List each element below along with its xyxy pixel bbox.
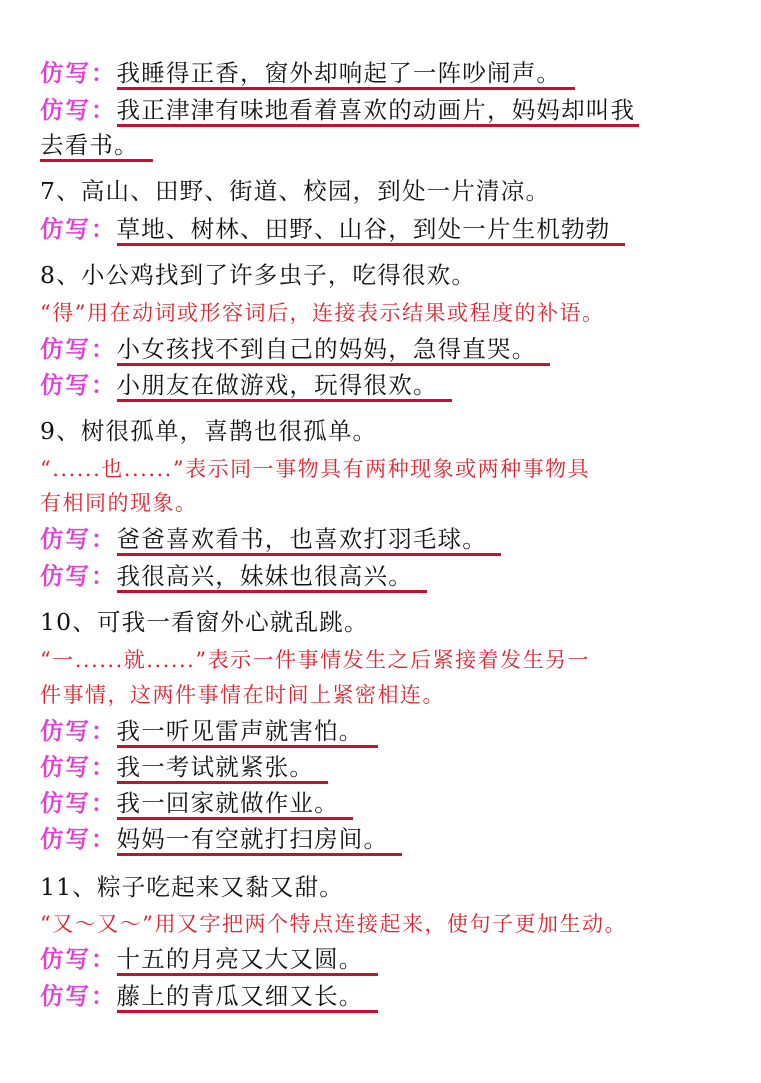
note-10-continued: 件事情，这两件事情在时间上紧密相连。 (40, 683, 445, 707)
practice-answer: 爸爸喜欢看书，也喜欢打羽毛球。 (117, 525, 502, 556)
practice-line (40, 56, 575, 90)
practice-line (40, 332, 550, 366)
note-9-continued: 有相同的现象。 (40, 491, 198, 515)
practice-label: 仿写： (40, 825, 117, 853)
practice-line-continued (40, 128, 153, 162)
practice-line (40, 714, 378, 748)
note-9: “......也......”表示同一事物具有两种现象或两种事物具 (40, 457, 591, 481)
practice-line (40, 786, 353, 820)
note-8: “得”用在动词或形容词后，连接表示结果或程度的补语。 (40, 301, 605, 325)
note-10: “一......就......”表示一件事情发生之后紧接着发生另一 (40, 648, 591, 672)
practice-answer: 我一考试就紧张。 (117, 753, 329, 784)
practice-label: 仿写： (40, 96, 117, 124)
practice-label: 仿写： (40, 982, 117, 1010)
practice-label: 仿写： (40, 59, 117, 87)
practice-label: 仿写： (40, 215, 117, 243)
practice-answer: 十五的月亮又大又圆。 (117, 945, 378, 976)
question-9: 9、树很孤单，喜鹊也很孤单。 (40, 417, 378, 445)
practice-label: 仿写： (40, 789, 117, 817)
practice-answer: 我睡得正香，窗外却响起了一阵吵闹声。 (117, 59, 576, 90)
question-8: 8、小公鸡找到了许多虫子，吃得很欢。 (40, 261, 477, 289)
practice-label: 仿写： (40, 753, 117, 781)
question-11: 11、粽子吃起来又黏又甜。 (40, 873, 345, 901)
question-10: 10、可我一看窗外心就乱跳。 (40, 608, 369, 636)
practice-line (40, 212, 625, 246)
practice-answer: 去看书。 (40, 131, 153, 162)
practice-label: 仿写： (40, 717, 117, 745)
practice-answer: 我一听见雷声就害怕。 (117, 717, 378, 748)
practice-line (40, 822, 402, 856)
practice-line (40, 750, 328, 784)
practice-answer: 妈妈一有空就打扫房间。 (117, 825, 403, 856)
practice-line (40, 979, 378, 1013)
practice-label: 仿写： (40, 525, 117, 553)
practice-answer: 我一回家就做作业。 (117, 789, 353, 820)
practice-label: 仿写： (40, 562, 117, 590)
practice-answer: 小朋友在做游戏，玩得很欢。 (117, 371, 452, 402)
practice-line (40, 942, 378, 976)
practice-answer: 草地、树林、田野、山谷，到处一片生机勃勃 (117, 215, 625, 246)
practice-answer: 我正津津有味地看着喜欢的动画片，妈妈却叫我 (117, 96, 640, 127)
practice-label: 仿写： (40, 945, 117, 973)
question-7: 7、高山、田野、街道、校园，到处一片清凉。 (40, 177, 551, 205)
practice-answer: 我很高兴，妹妹也很高兴。 (117, 562, 427, 593)
note-11: “又～又～”用又字把两个特点连接起来，使句子更加生动。 (40, 912, 627, 936)
practice-answer: 藤上的青瓜又细又长。 (117, 982, 378, 1013)
practice-label: 仿写： (40, 371, 117, 399)
practice-line (40, 522, 501, 556)
practice-line (40, 559, 427, 593)
practice-label: 仿写： (40, 335, 117, 363)
practice-line (40, 368, 452, 402)
practice-answer: 小女孩找不到自己的妈妈，急得直哭。 (117, 335, 551, 366)
practice-line (40, 93, 639, 127)
